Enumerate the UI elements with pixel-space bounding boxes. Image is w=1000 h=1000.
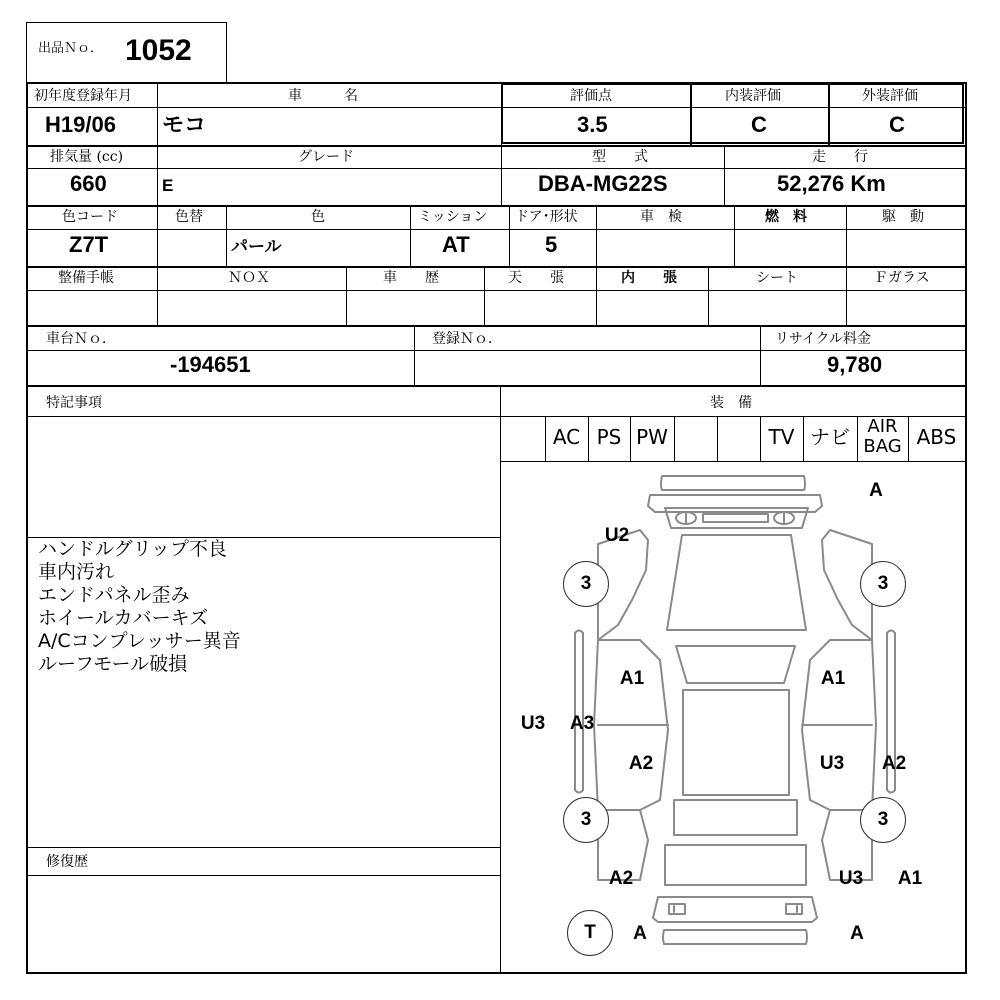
car-name-label: 車 名 bbox=[288, 88, 358, 104]
inspection-label: 車 検 bbox=[640, 209, 682, 225]
damage-door-left-outer: U3 bbox=[520, 713, 546, 734]
equipment-item-ac: AC bbox=[552, 425, 581, 449]
remarks-notes: ハンドルグリップ不良 車内汚れ エンドパネル歪み ホイールカバーキズ A/Cコンプレッサー異音 ルーフモール破損 bbox=[38, 538, 241, 675]
car-name-value: モコ bbox=[162, 112, 207, 137]
equipment-label: 装 備 bbox=[710, 395, 752, 411]
remarks-label: 特記事項 bbox=[46, 395, 102, 411]
repaint-label: 色替 bbox=[175, 209, 203, 225]
damage-door-left-rear: A2 bbox=[628, 753, 654, 774]
equipment-item-pw: PW bbox=[636, 425, 668, 449]
mileage-label: 走 行 bbox=[812, 149, 868, 165]
color-label: 色 bbox=[311, 209, 325, 225]
chassis-number-value: -194651 bbox=[170, 352, 251, 377]
color-value: パール bbox=[231, 237, 282, 256]
model-code-label: 型 式 bbox=[592, 149, 648, 165]
headliner-label: 天 張 bbox=[508, 270, 564, 286]
transmission-value: AT bbox=[442, 232, 470, 257]
seat-label: シート bbox=[756, 270, 798, 286]
first-registration-label: 初年度登録年月 bbox=[34, 88, 132, 104]
fuel-label: 燃 料 bbox=[765, 209, 807, 225]
damage-fender-right: A1 bbox=[820, 668, 846, 689]
front-glass-label: Ｆガラス bbox=[874, 270, 930, 286]
chassis-number-label: 車台Ｎｏ． bbox=[46, 331, 116, 347]
wheel-front-left-mark: 3 bbox=[563, 561, 609, 607]
equipment-item-airbag: AIR BAG bbox=[863, 416, 902, 457]
grade-label: グレード bbox=[298, 149, 354, 165]
mileage-value: 52,276 Km bbox=[777, 171, 886, 196]
model-code-value: DBA-MG22S bbox=[538, 171, 668, 196]
damage-hood: U2 bbox=[604, 525, 630, 546]
wheel-rear-right-mark: 3 bbox=[860, 797, 906, 843]
doors-value: 5 bbox=[545, 232, 558, 257]
score-label: 評価点 bbox=[570, 88, 612, 104]
service-book-label: 整備手帳 bbox=[58, 270, 114, 286]
damage-door-right-rear: U3 bbox=[819, 753, 845, 774]
score-value: 3.5 bbox=[577, 112, 608, 137]
damage-door-right-outer: A2 bbox=[881, 753, 907, 774]
grade-value: E bbox=[162, 176, 174, 195]
damage-quarter-right-a: U3 bbox=[838, 868, 864, 889]
equipment-item-navi: ナビ bbox=[810, 425, 850, 449]
equipment-item-abs: ABS bbox=[916, 425, 957, 449]
color-code-value: Z7T bbox=[69, 232, 109, 257]
equipment-item-ps: PS bbox=[596, 425, 622, 449]
interior-rating-label: 内装評価 bbox=[725, 88, 781, 104]
lot-label: 出品Ｎｏ． bbox=[38, 41, 104, 56]
nox-label: ＮＯＸ bbox=[228, 270, 270, 286]
interior-lining-label: 内 張 bbox=[621, 270, 677, 286]
damage-rear-left: A bbox=[633, 923, 647, 944]
wheel-front-right-mark: 3 bbox=[860, 561, 906, 607]
damage-fender-left: A1 bbox=[619, 668, 645, 689]
transmission-label: ミッション bbox=[418, 209, 488, 225]
exterior-rating-value: C bbox=[889, 112, 905, 137]
equipment-item-tv: TV bbox=[768, 425, 795, 449]
registration-number-label: 登録Ｎｏ． bbox=[432, 331, 502, 347]
damage-rear-right: A bbox=[850, 923, 864, 944]
damage-door-left-front: A3 bbox=[569, 713, 595, 734]
first-registration-value: H19/06 bbox=[45, 112, 116, 137]
color-code-label: 色コード bbox=[62, 209, 118, 225]
damage-quarter-right-b: A1 bbox=[897, 868, 923, 889]
interior-rating-value: C bbox=[751, 112, 767, 137]
damage-quarter-left: A2 bbox=[608, 868, 634, 889]
recycle-fee-value: 9,780 bbox=[827, 352, 883, 377]
wheel-rear-left-mark: 3 bbox=[563, 797, 609, 843]
doors-label: ドア･形状 bbox=[515, 209, 578, 225]
damage-front: A bbox=[869, 480, 883, 501]
vehicle-history-label: 車 歴 bbox=[383, 270, 439, 286]
drive-label: 駆 動 bbox=[882, 209, 924, 225]
recycle-fee-label: リサイクル料金 bbox=[775, 331, 872, 347]
lot-number: 1052 bbox=[125, 34, 192, 67]
tire-mark: T bbox=[567, 910, 613, 956]
repair-history-label: 修復歴 bbox=[46, 854, 88, 870]
exterior-rating-label: 外装評価 bbox=[862, 88, 918, 104]
displacement-value: 660 bbox=[70, 171, 107, 196]
displacement-label: 排気量 (cc) bbox=[50, 149, 124, 165]
